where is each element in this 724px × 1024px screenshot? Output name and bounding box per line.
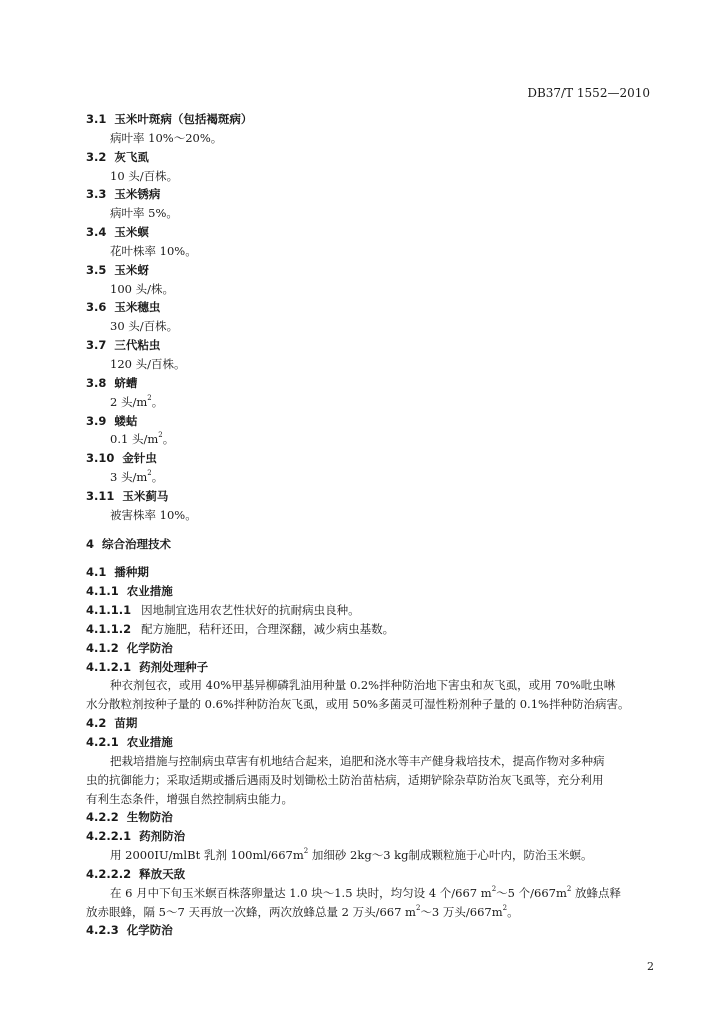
numbered-clause — [86, 620, 658, 639]
section-number: 3.11 — [86, 488, 115, 503]
section-number: 4.2.3 — [86, 923, 119, 938]
paragraph-line — [86, 846, 658, 865]
document-body — [86, 110, 658, 940]
text: 30 头/百株。 — [110, 319, 179, 334]
section-heading — [86, 223, 658, 242]
paragraph-continuation — [86, 771, 658, 790]
superscript: 2 — [502, 903, 508, 912]
paragraph-line — [86, 129, 658, 148]
section-title: 玉米穗虫 — [114, 300, 161, 315]
paragraph-continuation — [86, 903, 658, 922]
text: 花叶株率 10%。 — [110, 243, 197, 258]
document-code: DB37/T 1552—2010 — [527, 86, 650, 100]
text: 10 头/百株。 — [110, 168, 179, 183]
section-title: 苗期 — [114, 716, 138, 731]
text: 。 — [162, 432, 175, 447]
text: ～5 个/667m — [496, 885, 567, 900]
section-number: 3.4 — [86, 225, 107, 240]
section-title: 玉米螟 — [114, 225, 149, 240]
paragraph-line — [86, 167, 658, 186]
text: 用 2000IU/mlBt 乳剂 100ml/667m — [110, 848, 304, 863]
text: 。 — [507, 904, 519, 919]
section-heading — [86, 639, 658, 658]
paragraph-line — [86, 468, 658, 487]
section-title: 蝼蛄 — [114, 413, 138, 428]
text: 0.1 头/m — [110, 432, 159, 447]
text: 放赤眼蜂，隔 5～7 天再放一次蜂，两次放蜂总量 2 万头/667 m — [86, 904, 416, 919]
section-heading — [86, 374, 658, 393]
page-number: 2 — [647, 960, 654, 973]
section-number: 3.1 — [86, 112, 107, 126]
section-heading — [86, 148, 658, 167]
section-title: 灰飞虱 — [114, 149, 149, 164]
paragraph-line — [86, 752, 658, 771]
section-title: 三代粘虫 — [114, 338, 161, 353]
paragraph-line — [86, 506, 658, 525]
section-number: 3.6 — [86, 300, 107, 315]
section-heading — [86, 714, 658, 733]
clause-text: 配方施肥，秸秆还田，合理深翻，减少病虫基数。 — [141, 621, 395, 636]
section-number: 3.7 — [86, 338, 107, 353]
text: 120 头/百株。 — [110, 356, 186, 371]
section-number: 4.1.2 — [86, 640, 119, 655]
section-heading — [86, 808, 658, 827]
paragraph-line — [86, 355, 658, 374]
text: 把栽培措施与控制病虫草害有机地结合起来，追肥和浇水等丰产健身栽培技术，提高作物对多种病 — [110, 753, 605, 768]
section-title: 玉米锈病 — [114, 187, 161, 202]
section-heading — [86, 261, 658, 280]
section-heading — [86, 563, 658, 582]
text: 100 头/株。 — [110, 281, 174, 296]
section-number: 3.3 — [86, 187, 107, 202]
text: 有利生态条件，增强自然控制病虫能力。 — [86, 791, 293, 806]
text: 水分散粒剂按种子量的 0.6%拌种防治灰飞虱，或用 50%多菌灵可湿性粉剂种子量的 0.1%拌种防治病害。 — [86, 697, 630, 712]
section-title: 玉米蓟马 — [122, 488, 169, 503]
numbered-clause — [86, 601, 658, 620]
text: 加细砂 2kg～3 kg制成颗粒施于心叶内，防治玉米螟。 — [308, 848, 593, 863]
section-title: 化学防治 — [126, 640, 173, 655]
section-number: 4.1.2.1 — [86, 659, 132, 674]
clause-text: 因地制宜选用农艺性状好的抗耐病虫良种。 — [141, 603, 360, 618]
section-number: 4 — [86, 536, 95, 551]
section-title: 蛴螬 — [114, 375, 138, 390]
section-heading — [86, 921, 658, 940]
text: 2 头/m — [110, 394, 148, 409]
section-heading — [86, 487, 658, 506]
section-title: 播种期 — [114, 565, 149, 580]
section-title: 玉米蚜 — [114, 262, 149, 277]
superscript: 2 — [158, 431, 163, 440]
section-title: 化学防治 — [126, 923, 173, 938]
text: 病叶率 10%～20%。 — [110, 130, 223, 145]
section-number: 3.9 — [86, 413, 107, 428]
section-title: 释放天敌 — [139, 866, 186, 881]
section-number: 3.5 — [86, 262, 107, 277]
section-number: 4.2.1 — [86, 735, 119, 749]
paragraph-line — [86, 430, 658, 449]
superscript: 2 — [491, 884, 497, 893]
text: 虫的抗御能力；采取适期或播后遇雨及时划锄松土防治苗枯病，适期铲除杂草防治灰飞虱等，充分利用 — [86, 772, 604, 787]
section-title: 农业措施 — [126, 584, 173, 599]
section-title: 药剂处理种子 — [139, 659, 209, 674]
section-title: 生物防治 — [126, 810, 173, 825]
section-number: 3.2 — [86, 149, 107, 164]
paragraph-line — [86, 676, 658, 695]
section-number: 4.2 — [86, 716, 107, 731]
section-number: 3.8 — [86, 375, 107, 390]
section-heading — [86, 298, 658, 317]
paragraph-line — [86, 280, 658, 299]
paragraph-continuation — [86, 695, 658, 714]
section-number: 3.10 — [86, 451, 115, 466]
section-heading — [86, 865, 658, 884]
spacer — [86, 525, 658, 535]
text: 放蜂点释 — [571, 885, 621, 900]
section-number: 4.2.2.2 — [86, 866, 132, 881]
superscript: 2 — [566, 884, 572, 893]
clause-number: 4.1.1.1 — [86, 603, 132, 618]
section-title: 玉米叶斑病（包括褐斑病） — [114, 112, 253, 126]
section-number: 4.2.2 — [86, 810, 119, 825]
section-title: 药剂防治 — [139, 829, 186, 844]
paragraph-line — [86, 317, 658, 336]
text: 病叶率 5%。 — [110, 206, 178, 221]
paragraph-line — [86, 204, 658, 223]
section-heading — [86, 185, 658, 204]
section-title: 金针虫 — [122, 451, 157, 466]
text: 在 6 月中下旬玉米螟百株落卵量达 1.0 块～1.5 块时，均匀设 4 个/667 m — [110, 885, 492, 900]
section-number: 4.2.2.1 — [86, 829, 132, 844]
spacer — [86, 553, 658, 563]
section-number: 4.1 — [86, 565, 107, 580]
section-heading — [86, 110, 658, 129]
section-heading — [86, 535, 658, 554]
section-heading — [86, 336, 658, 355]
section-heading — [86, 582, 658, 601]
paragraph-continuation — [86, 790, 658, 809]
section-heading — [86, 449, 658, 468]
section-number: 4.1.1 — [86, 584, 119, 599]
text: 种衣剂包衣，或用 40%甲基异柳磷乳油用种量 0.2%拌种防治地下害虫和灰飞虱，或用 70%吡虫啉 — [110, 678, 616, 693]
section-heading — [86, 412, 658, 431]
section-heading — [86, 827, 658, 846]
superscript: 2 — [147, 469, 152, 478]
clause-number: 4.1.1.2 — [86, 621, 132, 636]
text: 。 — [151, 470, 164, 485]
text: 3 头/m — [110, 470, 148, 485]
text: 被害株率 10%。 — [110, 507, 197, 522]
text: 。 — [151, 394, 164, 409]
paragraph-line — [86, 242, 658, 261]
section-title: 综合治理技术 — [102, 536, 172, 551]
section-title: 农业措施 — [126, 735, 173, 749]
section-heading — [86, 733, 658, 752]
section-heading — [86, 658, 658, 677]
superscript: 2 — [147, 393, 152, 402]
paragraph-line — [86, 884, 658, 903]
superscript: 2 — [303, 847, 309, 856]
superscript: 2 — [415, 903, 421, 912]
paragraph-line — [86, 393, 658, 412]
text: ～3 万头/667m — [420, 904, 503, 919]
